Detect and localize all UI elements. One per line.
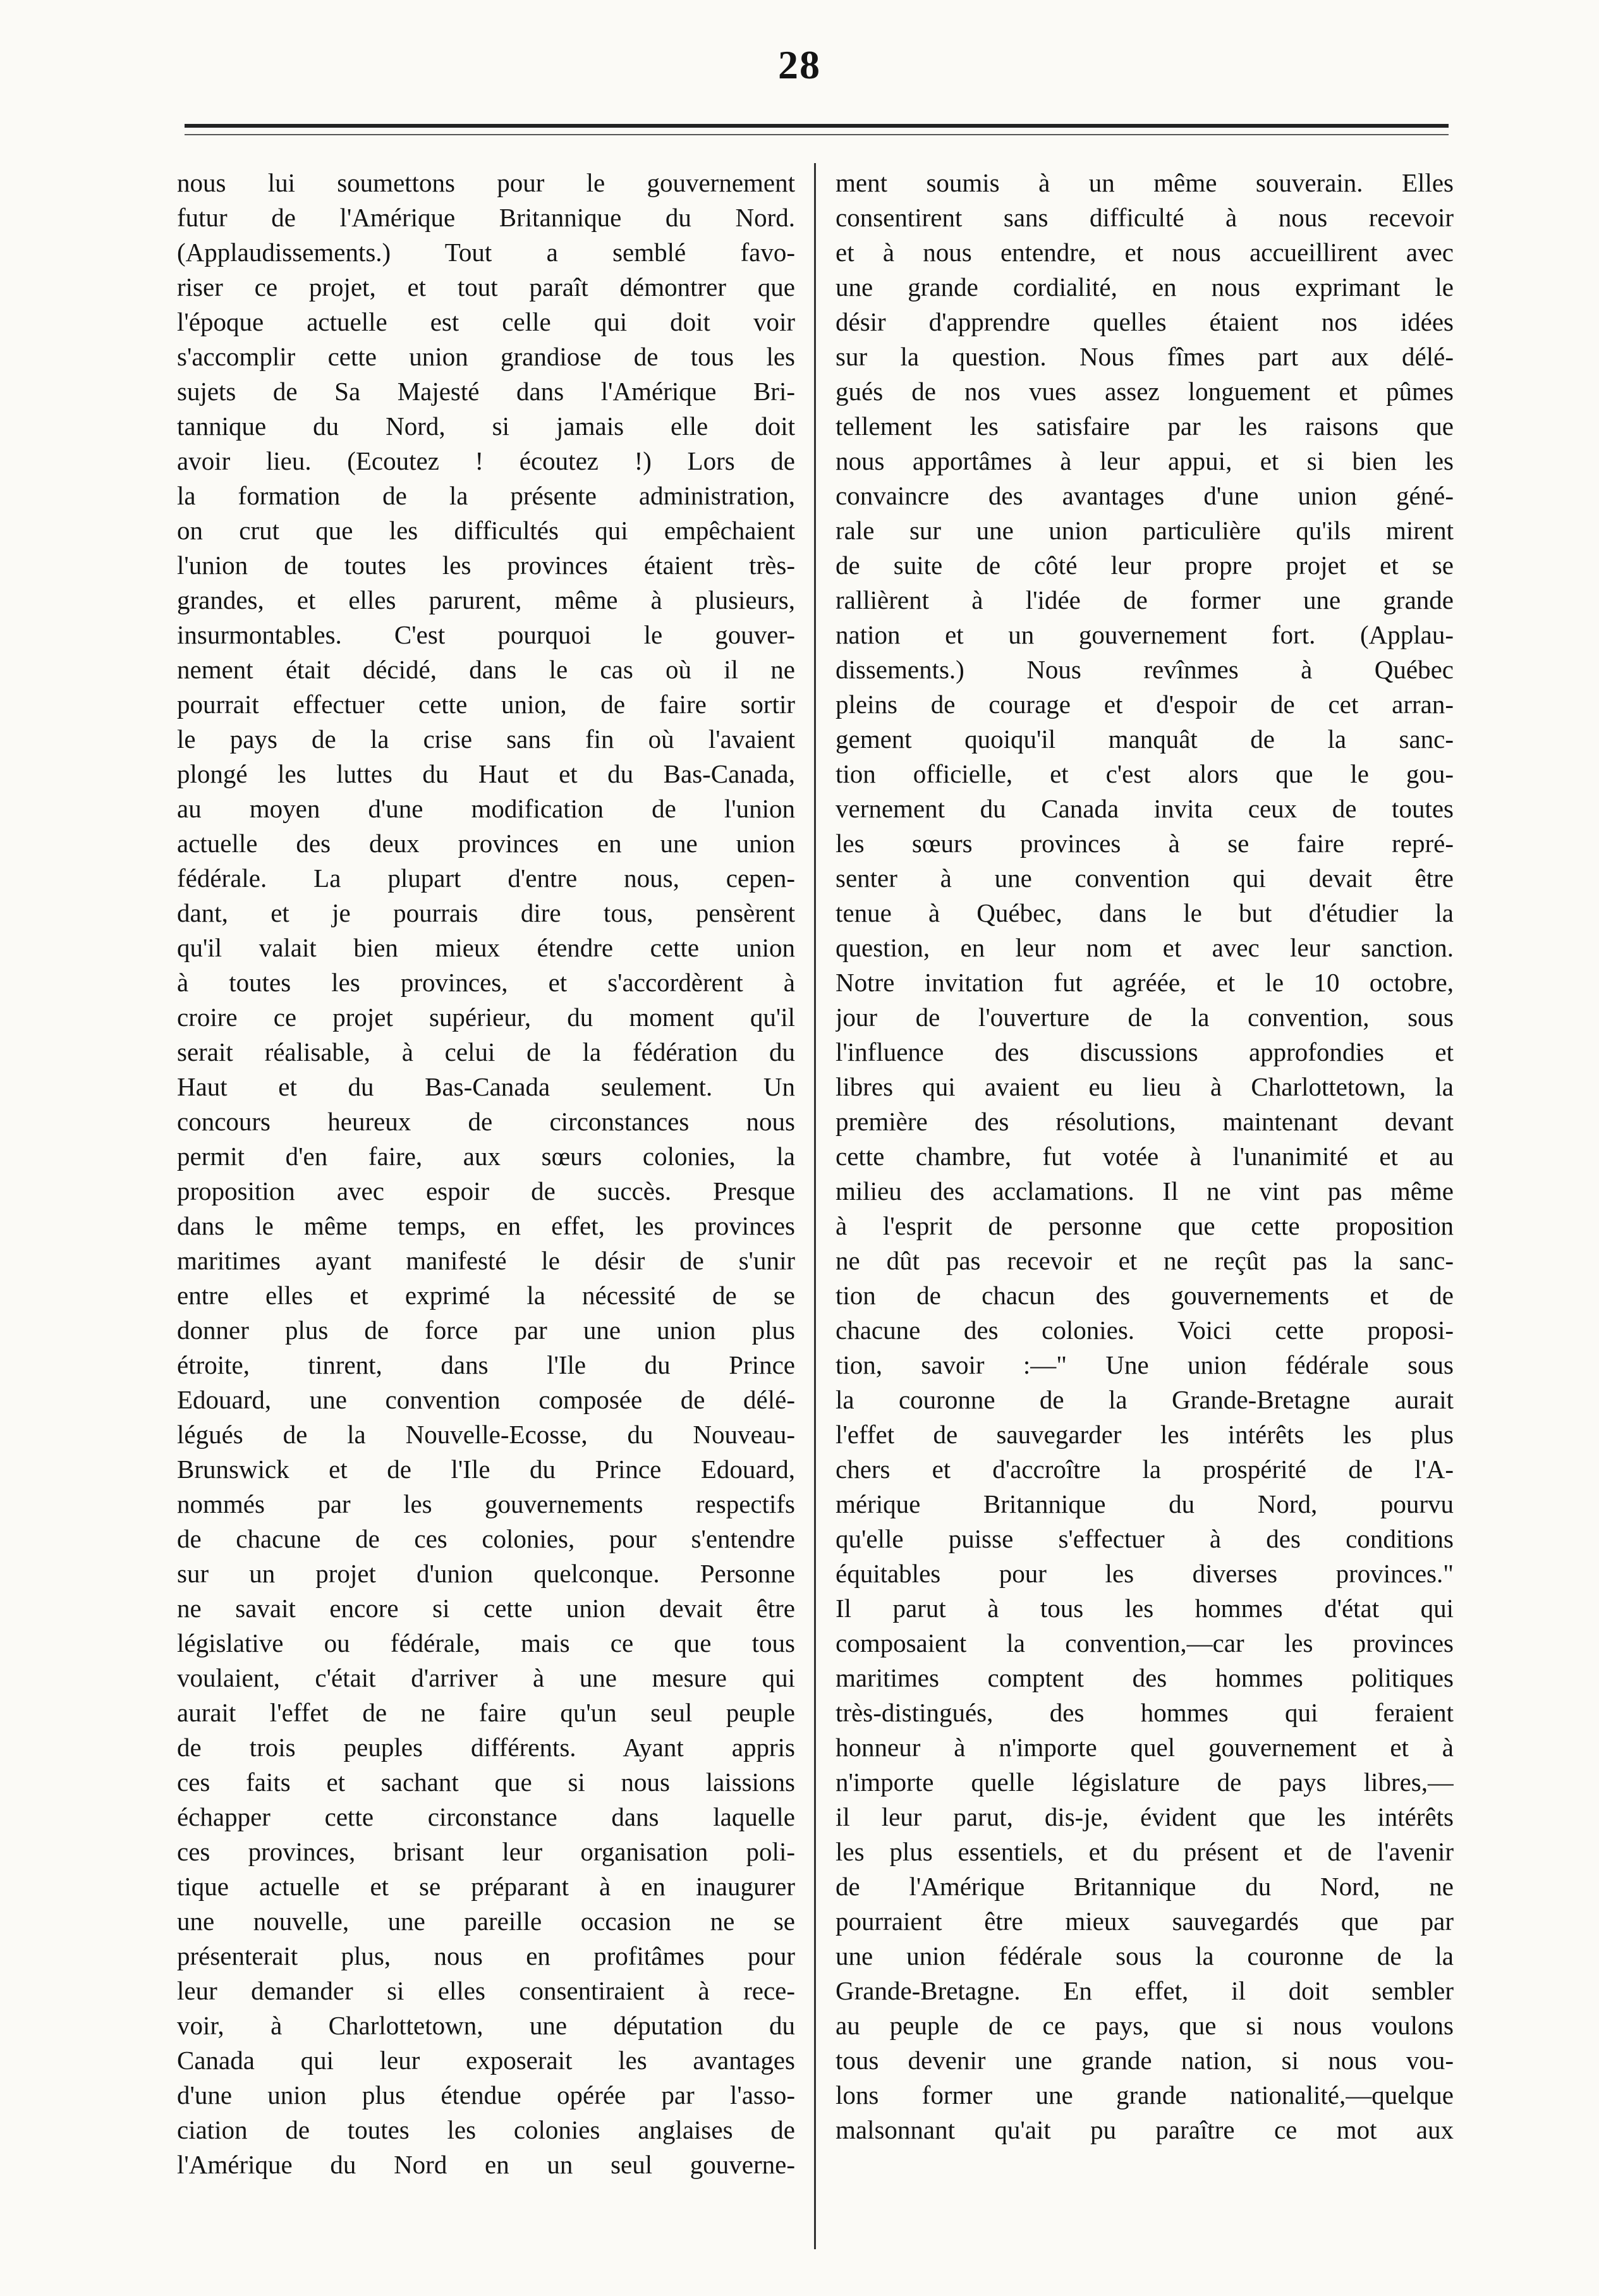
text-line: lons former une grande nationalité,—quelque bbox=[836, 2080, 1454, 2110]
text-line: tenue à Québec, dans le but d'étudier la bbox=[836, 898, 1454, 927]
text-line: sur la question. Nous fîmes part aux délé- bbox=[836, 342, 1454, 371]
text-line: maritimes comptent des hommes politiques bbox=[836, 1663, 1454, 1692]
text-line: à toutes les provinces, et s'accordèrent à bbox=[177, 968, 795, 997]
text-line: dans le même temps, en effet, les provinces bbox=[177, 1211, 795, 1240]
text-line: chers et d'accroître la prospérité de l'A- bbox=[836, 1455, 1454, 1484]
text-line: désir d'apprendre quelles étaient nos idées bbox=[836, 307, 1454, 336]
left-column bbox=[177, 166, 795, 2264]
text-line: serait réalisable, à celui de la fédération du bbox=[177, 1037, 795, 1066]
text-line: législative ou fédérale, mais ce que tous bbox=[177, 1628, 795, 1658]
text-line: rale sur une union particulière qu'ils mirent bbox=[836, 516, 1454, 545]
text-line: libres qui avaient eu lieu à Charlottetown, la bbox=[836, 1072, 1454, 1101]
text-line: chacune des colonies. Voici cette proposi- bbox=[836, 1316, 1454, 1345]
text-line: actuelle des deux provinces en une union bbox=[177, 829, 795, 858]
text-line: tique actuelle et se préparant à en inaugurer bbox=[177, 1872, 795, 1901]
text-line: sur un projet d'union quelconque. Personne bbox=[177, 1559, 795, 1588]
text-line: le pays de la crise sans fin où l'avaient bbox=[177, 724, 795, 754]
text-line: pourraient être mieux sauvegardés que par bbox=[836, 1907, 1454, 1936]
text-line: composaient la convention,—car les provinces bbox=[836, 1628, 1454, 1658]
text-line: ces faits et sachant que si nous laissions bbox=[177, 1768, 795, 1797]
text-line: Il parut à tous les hommes d'état qui bbox=[836, 1594, 1454, 1623]
text-line: la couronne de la Grande-Bretagne aurait bbox=[836, 1385, 1454, 1414]
text-line: de trois peuples différents. Ayant appris bbox=[177, 1733, 795, 1762]
text-line: à l'esprit de personne que cette proposition bbox=[836, 1211, 1454, 1240]
text-line: avoir lieu. (Ecoutez ! écoutez !) Lors de bbox=[177, 446, 795, 475]
text-line: de l'Amérique Britannique du Nord, ne bbox=[836, 1872, 1454, 1901]
text-line: et à nous entendre, et nous accueillirent avec bbox=[836, 238, 1454, 267]
text-line: Grande-Bretagne. En effet, il doit sembler bbox=[836, 1976, 1454, 2005]
text-line: les plus essentiels, et du présent et de l'avenir bbox=[836, 1837, 1454, 1866]
text-line: plongé les luttes du Haut et du Bas-Canada, bbox=[177, 759, 795, 788]
text-line: mérique Britannique du Nord, pourvu bbox=[836, 1489, 1454, 1518]
text-line: qu'elle puisse s'effectuer à des conditions bbox=[836, 1524, 1454, 1553]
text-line: ne dût pas recevoir et ne reçût pas la sanc- bbox=[836, 1246, 1454, 1275]
text-line: entre elles et exprimé la nécessité de se bbox=[177, 1281, 795, 1310]
text-line: vernement du Canada invita ceux de toutes bbox=[836, 794, 1454, 823]
text-line: question, en leur nom et avec leur sanction. bbox=[836, 933, 1454, 962]
text-line: Edouard, une convention composée de délé- bbox=[177, 1385, 795, 1414]
text-line: concours heureux de circonstances nous bbox=[177, 1107, 795, 1136]
text-line: l'époque actuelle est celle qui doit voir bbox=[177, 307, 795, 336]
text-line: qu'il valait bien mieux étendre cette union bbox=[177, 933, 795, 962]
text-line: l'Amérique du Nord en un seul gouverne- bbox=[177, 2150, 795, 2179]
text-line: présenterait plus, nous en profitâmes pour bbox=[177, 1941, 795, 1970]
text-line: on crut que les difficultés qui empêchaient bbox=[177, 516, 795, 545]
text-line: ment soumis à un même souverain. Elles bbox=[836, 168, 1454, 197]
text-line: nommés par les gouvernements respectifs bbox=[177, 1489, 795, 1518]
text-line: il leur parut, dis-je, évident que les intérêts bbox=[836, 1802, 1454, 1831]
text-line: Haut et du Bas-Canada seulement. Un bbox=[177, 1072, 795, 1101]
text-line: Brunswick et de l'Ile du Prince Edouard, bbox=[177, 1455, 795, 1484]
text-line: futur de l'Amérique Britannique du Nord. bbox=[177, 203, 795, 232]
text-line: au peuple de ce pays, que si nous voulons bbox=[836, 2011, 1454, 2040]
text-line: fédérale. La plupart d'entre nous, cepen- bbox=[177, 864, 795, 893]
text-line: maritimes ayant manifesté le désir de s'unir bbox=[177, 1246, 795, 1275]
text-line: jour de l'ouverture de la convention, sous bbox=[836, 1003, 1454, 1032]
text-line: nement était décidé, dans le cas où il ne bbox=[177, 655, 795, 684]
text-line: légués de la Nouvelle-Ecosse, du Nouveau- bbox=[177, 1420, 795, 1449]
text-line: échapper cette circonstance dans laquelle bbox=[177, 1802, 795, 1831]
text-line: voulaient, c'était d'arriver à une mesure qui bbox=[177, 1663, 795, 1692]
text-line: de chacune de ces colonies, pour s'entendre bbox=[177, 1524, 795, 1553]
text-line: grandes, et elles parurent, même à plusieurs, bbox=[177, 585, 795, 614]
text-line: cette chambre, fut votée à l'unanimité et au bbox=[836, 1142, 1454, 1171]
text-line: une grande cordialité, en nous exprimant le bbox=[836, 272, 1454, 302]
text-line: ne savait encore si cette union devait être bbox=[177, 1594, 795, 1623]
text-line: tion officielle, et c'est alors que le gou- bbox=[836, 759, 1454, 788]
text-line: rallièrent à l'idée de former une grande bbox=[836, 585, 1454, 614]
text-line: permit d'en faire, aux sœurs colonies, la bbox=[177, 1142, 795, 1171]
text-line: tannique du Nord, si jamais elle doit bbox=[177, 412, 795, 441]
text-line: s'accomplir cette union grandiose de tous les bbox=[177, 342, 795, 371]
text-line: croire ce projet supérieur, du moment qu'il bbox=[177, 1003, 795, 1032]
text-line: l'union de toutes les provinces étaient très- bbox=[177, 551, 795, 580]
text-line: de suite de côté leur propre projet et se bbox=[836, 551, 1454, 580]
text-line: la formation de la présente administration, bbox=[177, 481, 795, 510]
column-divider bbox=[814, 163, 816, 2249]
text-line: d'une union plus étendue opérée par l'asso- bbox=[177, 2080, 795, 2110]
page-number: 28 bbox=[778, 42, 821, 87]
text-line: Notre invitation fut agréée, et le 10 octobre, bbox=[836, 968, 1454, 997]
text-line: ciation de toutes les colonies anglaises de bbox=[177, 2115, 795, 2144]
text-line: tion, savoir :—" Une union fédérale sous bbox=[836, 1350, 1454, 1379]
text-line: gués de nos vues assez longuement et pûmes bbox=[836, 377, 1454, 406]
right-column bbox=[836, 166, 1454, 2264]
text-line: leur demander si elles consentiraient à rece- bbox=[177, 1976, 795, 2005]
header-rule-thin bbox=[185, 134, 1449, 135]
text-line: tous devenir une grande nation, si nous vou- bbox=[836, 2046, 1454, 2075]
text-line: étroite, tinrent, dans l'Ile du Prince bbox=[177, 1350, 795, 1379]
text-line: très-distingués, des hommes qui feraient bbox=[836, 1698, 1454, 1727]
text-line: malsonnant qu'ait pu paraître ce mot aux bbox=[836, 2115, 1454, 2144]
text-line: ces provinces, brisant leur organisation poli- bbox=[177, 1837, 795, 1866]
text-line: l'influence des discussions approfondies et bbox=[836, 1037, 1454, 1066]
text-line: tion de chacun des gouvernements et de bbox=[836, 1281, 1454, 1310]
text-line: les sœurs provinces à se faire repré- bbox=[836, 829, 1454, 858]
text-line: consentirent sans difficulté à nous recevoir bbox=[836, 203, 1454, 232]
text-line: aurait l'effet de ne faire qu'un seul peuple bbox=[177, 1698, 795, 1727]
text-line: l'effet de sauvegarder les intérêts les plus bbox=[836, 1420, 1454, 1449]
text-line: dant, et je pourrais dire tous, pensèrent bbox=[177, 898, 795, 927]
text-line: riser ce projet, et tout paraît démontrer que bbox=[177, 272, 795, 302]
text-line: voir, à Charlottetown, une députation du bbox=[177, 2011, 795, 2040]
header-rule bbox=[185, 124, 1449, 128]
text-line: nation et un gouvernement fort. (Applau- bbox=[836, 620, 1454, 649]
text-line: honneur à n'importe quel gouvernement et à bbox=[836, 1733, 1454, 1762]
text-line: senter à une convention qui devait être bbox=[836, 864, 1454, 893]
text-line: (Applaudissements.) Tout a semblé favo- bbox=[177, 238, 795, 267]
text-line: nous apportâmes à leur appui, et si bien les bbox=[836, 446, 1454, 475]
text-line: dissements.) Nous revînmes à Québec bbox=[836, 655, 1454, 684]
text-line: insurmontables. C'est pourquoi le gouver- bbox=[177, 620, 795, 649]
text-line: équitables pour les diverses provinces." bbox=[836, 1559, 1454, 1588]
text-line: gement quoiqu'il manquât de la sanc- bbox=[836, 724, 1454, 754]
text-line: n'importe quelle législature de pays libres,— bbox=[836, 1768, 1454, 1797]
text-line: milieu des acclamations. Il ne vint pas même bbox=[836, 1176, 1454, 1206]
text-line: une union fédérale sous la couronne de la bbox=[836, 1941, 1454, 1970]
text-line: pourrait effectuer cette union, de faire sortir bbox=[177, 690, 795, 719]
text-line: une nouvelle, une pareille occasion ne se bbox=[177, 1907, 795, 1936]
text-line: pleins de courage et d'espoir de cet arran- bbox=[836, 690, 1454, 719]
text-line: tellement les satisfaire par les raisons que bbox=[836, 412, 1454, 441]
text-line: première des résolutions, maintenant devant bbox=[836, 1107, 1454, 1136]
text-line: nous lui soumettons pour le gouvernement bbox=[177, 168, 795, 197]
text-line: proposition avec espoir de succès. Presque bbox=[177, 1176, 795, 1206]
text-line: convaincre des avantages d'une union géné- bbox=[836, 481, 1454, 510]
text-line: au moyen d'une modification de l'union bbox=[177, 794, 795, 823]
text-line: Canada qui leur exposerait les avantages bbox=[177, 2046, 795, 2075]
text-line: donner plus de force par une union plus bbox=[177, 1316, 795, 1345]
text-line: sujets de Sa Majesté dans l'Amérique Bri- bbox=[177, 377, 795, 406]
